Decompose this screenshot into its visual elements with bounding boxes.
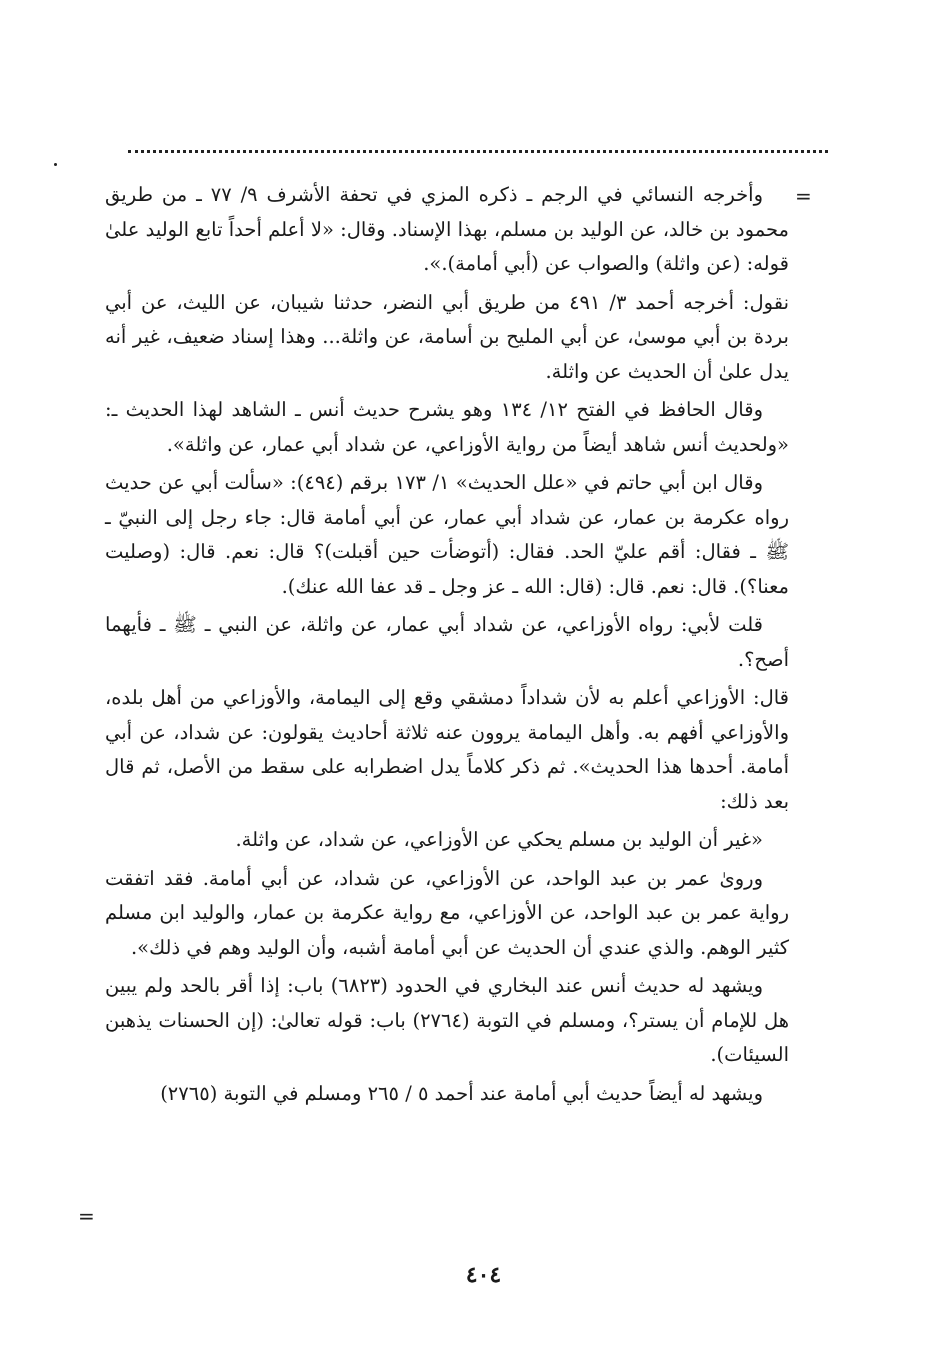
continuation-mark-bottom: = xyxy=(78,1204,95,1228)
footnote-separator-rule xyxy=(128,150,828,153)
paragraph-10: ويشهد له أيضاً حديث أبي أمامة عند أحمد ٥ / ٢٦٥ ومسلم في التوبة (٢٧٦٥) xyxy=(160,1081,763,1105)
paragraph-8: وروىٰ عمر بن عبد الواحد، عن الأوزاعي، عن شداد، عن أبي أمامة. فقد اتفقت رواية عمر بن عبد الواحد، عن الأوزاعي، مع رواية عكرمة بن عمار، والوليد ابن مسلم كثير الوهم. والذي عندي أن الحديث عن أبي أمامة أشبه، وأن الوليد وهم في ذلك». xyxy=(105,866,789,959)
paragraph-3: وقال الحافظ في الفتح ١٢/ ١٣٤ وهو يشرح حديث أنس ـ الشاهد لهذا الحديث ـ: «ولحديث أنس شاهد أيضاً من رواية الأوزاعي، عن شداد أبي عمار، عن واثلة». xyxy=(105,398,789,456)
ink-speck xyxy=(54,163,57,166)
paragraph-9: ويشهد له حديث أنس عند البخاري في الحدود (٦٨٢٣) باب: إذا أقر بالحد ولم يبين هل للإمام أن يستر؟، ومسلم في التوبة (٢٧٦٤) باب: قوله تعالىٰ: (إن الحسنات يذهبن السيئات). xyxy=(105,974,789,1066)
continuation-mark-top: = xyxy=(795,184,812,208)
paragraph-1: وأخرجه النسائي في الرجم ـ ذكره المزي في تحفة الأشرف ٩/ ٧٧ ـ من طريق محمود بن خالد، عن الوليد بن مسلم، بهذا الإسناد. وقال: «لا أعلم أحداً تابع الوليد علىٰ قوله: (عن واثلة) والصواب عن (أبي أمامة).». xyxy=(105,183,789,275)
paragraph-7: «غير أن الوليد بن مسلم يحكي عن الأوزاعي، عن شداد، عن واثلة. xyxy=(235,828,763,851)
paragraph-4: وقال ابن أبي حاتم في «علل الحديث» ١/ ١٧٣ برقم (٤٩٤): «سألت أبي عن حديث رواه عكرمة بن عمار، عن شداد أبي عمار، عن أبي أمامة قال: جاء رجل إلى النبيّ ـ ﷺ ـ فقال: أقم عليّ الحد. فقال: (أتوضأت حين أقبلت)؟ قال: نعم. قال: (وصليت معنا؟). قال: نعم. قال: (قال: الله ـ عز وجل ـ قد عفا الله عنك). xyxy=(105,471,789,598)
footnote-text-block xyxy=(105,178,789,1115)
paragraph-2: نقول: أخرجه أحمد ٣/ ٤٩١ من طريق أبي النضر، حدثنا شيبان، عن الليث، عن أبي بردة بن أبي موسىٰ، عن أبي المليح بن أسامة، عن واثلة... وهذا إسناد ضعيف، غير أنه يدل علىٰ أن الحديث عن واثلة. xyxy=(105,290,790,383)
paragraph-6: قال: الأوزاعي أعلم به لأن شداداً دمشقي وقع إلى اليمامة، والأوزاعي من أهل بلده، والأوزاعي أفهم به. وأهل اليمامة يروون عنه ثلاثة أحاديث يقولون: عن شداد، عن أبي أمامة. أحدها هذا الحديث». ثم ذكر كلاماً يدل اضطرابه على سقط من الأصل، ثم قال بعد ذلك: xyxy=(105,686,789,813)
paragraph-5: قلت لأبي: رواه الأوزاعي، عن شداد أبي عمار، عن واثلة، عن النبي ـ ﷺ ـ فأيهما أصح؟. xyxy=(105,613,789,671)
page-number: ٤٠٤ xyxy=(465,1262,502,1288)
